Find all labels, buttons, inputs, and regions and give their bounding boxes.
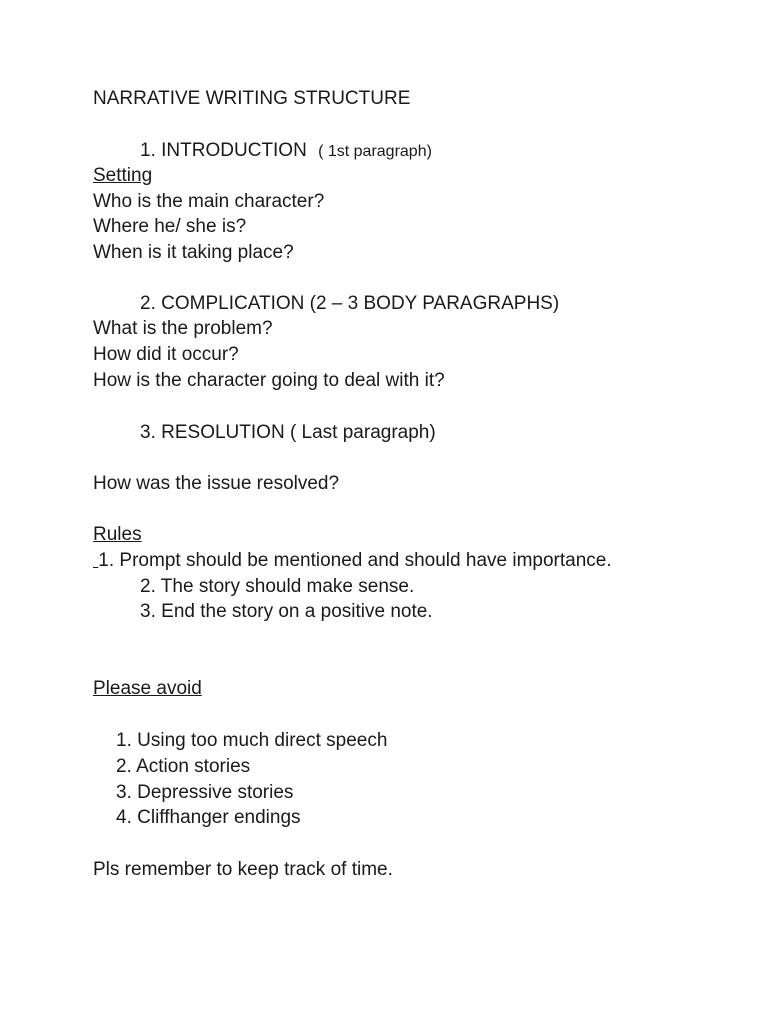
- section-complication-heading: [140, 293, 559, 315]
- section-number: 1.: [140, 140, 156, 161]
- question-item: How did it occur?: [93, 344, 239, 365]
- section-number: 2.: [140, 293, 156, 314]
- avoid-text: Using too much direct speech: [137, 730, 388, 751]
- section-title: COMPLICATION (2 – 3 BODY PARAGRAPHS): [161, 293, 560, 314]
- question-item: How was the issue resolved?: [93, 473, 340, 494]
- rule-item: [140, 576, 414, 598]
- question-item: When is it taking place?: [93, 242, 294, 263]
- question-item: Where he/ she is?: [93, 216, 247, 237]
- avoid-text: Depressive stories: [137, 782, 294, 803]
- rule-number: 1.: [98, 550, 115, 571]
- avoid-number: 3.: [116, 782, 132, 803]
- section-note: ( 1st paragraph): [318, 143, 432, 160]
- avoid-text: Cliffhanger endings: [137, 807, 301, 828]
- document-title: NARRATIVE WRITING STRUCTURE: [93, 88, 411, 109]
- section-title: RESOLUTION ( Last paragraph): [161, 422, 436, 443]
- avoid-text: Action stories: [136, 756, 251, 777]
- avoid-number: 4.: [116, 807, 132, 828]
- avoid-item: [116, 756, 250, 778]
- section-introduction-heading: [140, 140, 432, 163]
- avoid-item: [116, 782, 293, 804]
- section-number: 3.: [140, 422, 156, 443]
- section-title: INTRODUCTION: [161, 140, 307, 161]
- rules-heading: Rules: [93, 524, 142, 545]
- setting-subheading: Setting: [93, 165, 153, 186]
- rule-item: [93, 550, 612, 572]
- rule-item: [140, 601, 433, 623]
- avoid-item: [116, 807, 301, 829]
- avoid-number: 2.: [116, 756, 132, 777]
- section-resolution-heading: [140, 422, 436, 444]
- rule-number: 3.: [140, 601, 156, 622]
- question-item: What is the problem?: [93, 318, 273, 339]
- rule-text: Prompt should be mentioned and should have importance.: [119, 550, 612, 571]
- question-item: Who is the main character?: [93, 191, 325, 212]
- rule-text: The story should make sense.: [160, 576, 415, 597]
- rule-text: End the story on a positive note.: [161, 601, 433, 622]
- rule-number: 2.: [140, 576, 156, 597]
- avoid-item: [116, 730, 387, 752]
- closing-note: Pls remember to keep track of time.: [93, 859, 393, 880]
- avoid-heading: Please avoid: [93, 678, 202, 699]
- avoid-number: 1.: [116, 730, 132, 751]
- question-item: How is the character going to deal with it?: [93, 370, 445, 391]
